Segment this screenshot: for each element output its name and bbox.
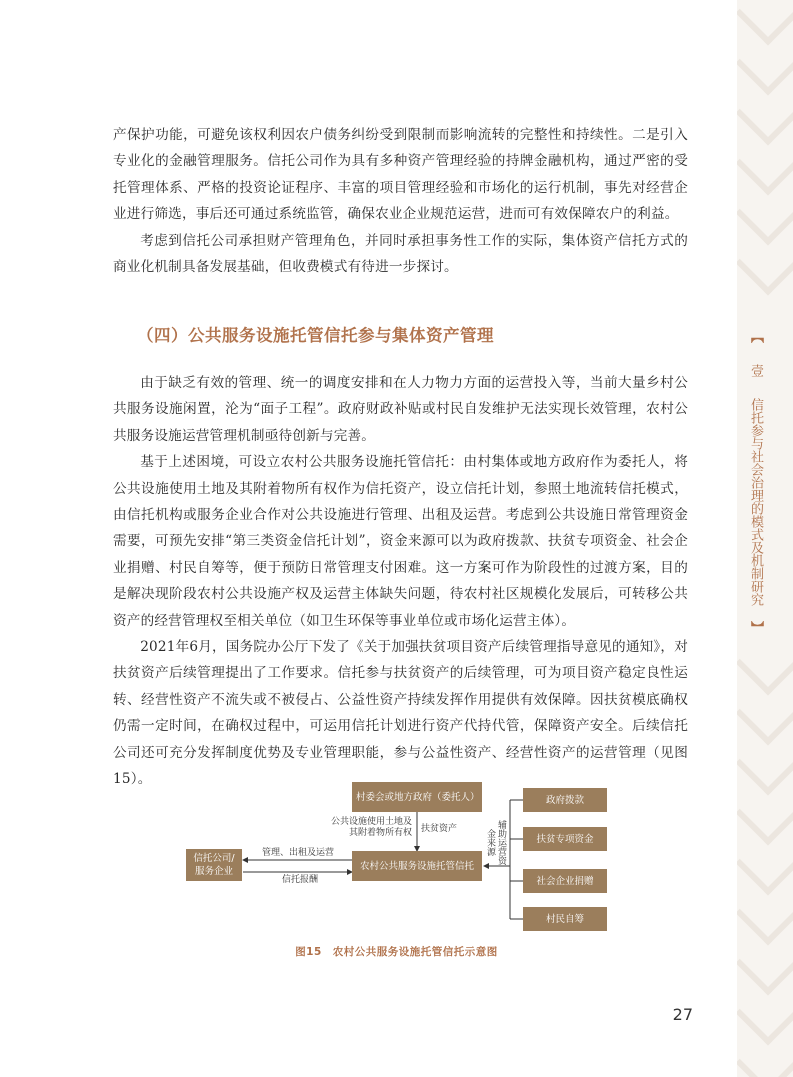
fund-poverty-box: 扶贫专项资金 xyxy=(523,827,607,851)
paragraph: 基于上述困境，可设立农村公共服务设施托管信托：由村集体或地方政府作为委托人，将公共设施使用土地及其附着物所有权作为信托资产，设立信托计划，参照土地流转信托模式，由信托机构或服务企业合作对公共设施进行管理、出租及运营。考虑到公共设施日常管理资金需要，可预先安排“第三类资金信托计划”，资金来源可以为政府拨款、扶贫专项资金、社会企业捐赠、村民自筹等，便于预防日常管理支付困难。这一方案可作为阶段性的过渡方案，目的是解决现阶段农村公共设施产权及运营主体缺失问题，待农村社区规模化发展后，可转移公共资产的经营管理权至相关单位（如卫生环保等事业单位或市场化运营主体）。 xyxy=(113,454,688,629)
company-box: 信托公司/服务企业 xyxy=(186,849,242,881)
bracket-open: 【 xyxy=(748,330,763,343)
label-poverty-asset: 扶贫资产 xyxy=(421,824,458,834)
section-heading: （四）公共服务设施托管信托参与集体资产管理 xyxy=(137,326,494,345)
label-management: 管理、出租及运营 xyxy=(262,848,335,858)
chapter-title: 信托参与社会治理的模式及机制研究 xyxy=(748,398,763,606)
paragraph: 2021年6月，国务院办公厅下发了《关于加强扶贫项目资产后续管理指导意见的通知》，对扶贫资产后续管理提出了工作要求。信托参与扶贫资产的后续管理，可为项目资产稳定良性运转、经营性资产不流失或不被侵占、公益性资产持续发挥作用提供有效保障。因扶贫模底确权仍需一定时间，在确权过程中，可运用信托计划进行资产代持代管，保障资产安全。后续信托公司还可充分发挥制度优势及专业管理职能，参与公益性资产、经营性资产的运营管理（见图15）。 xyxy=(113,639,688,788)
figure-caption: 图15 农村公共服务设施托管信托示意图 xyxy=(295,946,498,958)
label-land-ownership: 公共设施使用土地及其附着物所有权 xyxy=(330,817,412,838)
fund-villager-box: 村民自筹 xyxy=(523,907,607,931)
fund-gov-box: 政府拨款 xyxy=(523,788,607,812)
bracket-close: 】 xyxy=(748,621,763,634)
chapter-number: 壹 xyxy=(748,364,763,377)
page-number: 27 xyxy=(672,1005,693,1024)
paragraph: 考虑到信托公司承担财产管理角色，并同时承担事务性工作的实际，集体资产信托方式的商业化机制具备发展基础，但收费模式有待进一步探讨。 xyxy=(113,232,688,276)
paragraph: 由于缺乏有效的管理、统一的调度安排和在人力物力方面的运营投入等，当前大量乡村公共服务设施闲置，沦为“面子工程”。政府财政补贴或村民自发维护无法实现长效管理，农村公共服务设施运营管理机制亟待创新与完善。 xyxy=(113,375,688,444)
village-box: 村委会或地方政府（委托人） xyxy=(352,782,482,812)
label-aux-funds: 辅助运营资金来源 xyxy=(485,819,506,865)
paragraph: 产保护功能，可避免该权利因农户债务纠纷受到限制而影响流转的完整性和持续性。二是引入专业化的金融管理服务。信托公司作为具有多种资产管理经验的持牌金融机构，通过严密的受托管理体系、严格的投资论证程序、丰富的项目管理经验和市场化的运行机制，事先对经营企业进行筛选，事后还可通过系统监管，确保农业企业规范运营，进而可有效保障农户的利益。 xyxy=(113,127,688,223)
label-trust-reward: 信托报酬 xyxy=(282,875,319,885)
trust-box: 农村公共服务设施托管信托 xyxy=(352,851,482,881)
fund-social-box: 社会企业捐赠 xyxy=(523,869,607,893)
